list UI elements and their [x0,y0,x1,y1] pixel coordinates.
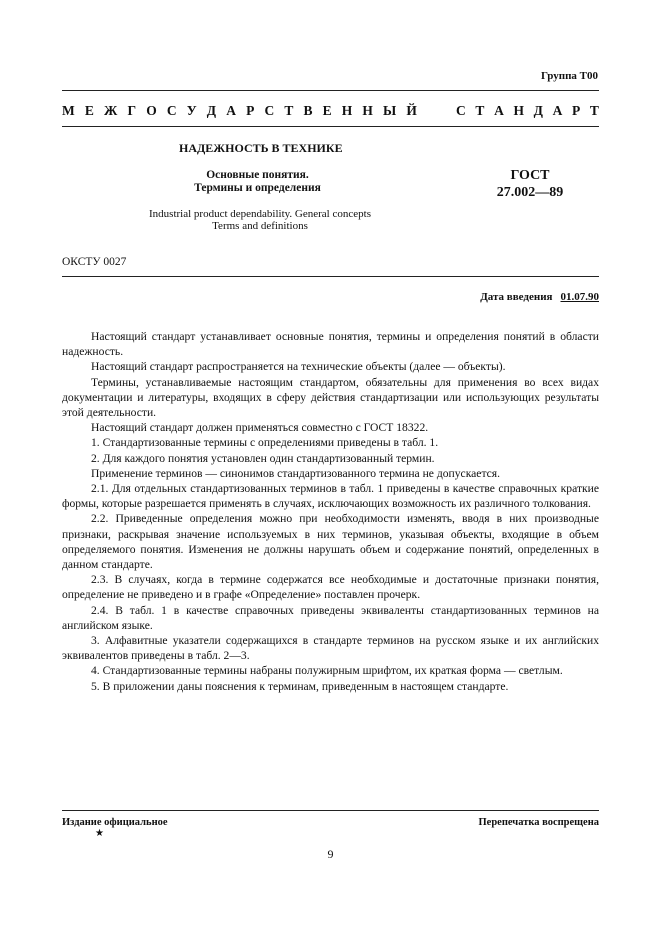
banner-letter: Д [533,103,543,118]
paragraph: 3. Алфавитные указатели содержащихся в стандарте терминов на русском языке и их английских эквивалентов приведены в табл. 2—3. [62,634,599,663]
banner-letter: Ы [383,103,397,118]
banner-letter: Г [127,103,137,118]
okstu-rule [62,276,599,277]
banner-letter: Н [362,103,373,118]
banner-letter: М [62,103,75,118]
english-title-line-2: Terms and definitions [212,220,308,232]
banner-letter: Н [513,103,524,118]
subtitle-line-1: Основные понятия. [206,169,309,181]
banner-letter: С [264,103,275,118]
introduction-date-value: 01.07.90 [560,291,599,303]
okstu-code: ОКСТУ 0027 [62,256,127,268]
banner-interstate [62,103,417,119]
banner-letter: В [303,103,313,118]
official-edition: Издание официальное [62,817,168,828]
banner-bottom-rule [62,126,599,127]
paragraph: 2. Для каждого понятия установлен один стандартизованный термин. [91,451,435,465]
paragraph: 2.4. В табл. 1 в качестве справочных приведены эквиваленты стандартизованных терминов на английском языке. [62,603,599,632]
paragraph: Применение терминов — синонимов стандартизованного термина не допускается. [91,466,501,480]
subtitle-line-2: Термины и определения [194,182,321,194]
reprint-prohibited: Перепечатка воспрещена [478,817,599,828]
banner-letter: Т [284,103,294,118]
paragraph: Настоящий стандарт устанавливает основные понятия, термины и определения понятий в области надежность. [62,330,599,359]
banner-letter: Т [475,103,485,118]
banner-letter: У [186,103,197,118]
banner-letter: Е [322,103,332,118]
paragraph: Термины, устанавливаемые настоящим стандартом, обязательны для применения во всех видах документации и литературы, входящих в сферу действия стандартизации или использующих результаты этой деятельности. [62,375,599,420]
paragraph: 2.3. В случаях, когда в термине содержатся все необходимые и достаточные признаки понятия, определение не приведено и в графе «Определение» поставлен прочерк. [62,573,599,602]
paragraph: 2.1. Для отдельных стандартизованных терминов в табл. 1 приведены в качестве справочных краткие формы, которые разрешается применять в случаях, исключающих возможность их различного толкования. [62,482,599,511]
star-icon: ★ [95,828,104,839]
top-rule [62,90,599,91]
banner-letter: Ж [104,103,118,118]
banner-letter: А [552,103,563,118]
gost-number: 27.002—89 [496,185,564,200]
paragraph: Настоящий стандарт должен применяться совместно с ГОСТ 18322. [91,421,429,435]
paragraph: 1. Стандартизованные термины с определениями приведены в табл. 1. [91,436,439,450]
banner-letter: Е [84,103,94,118]
paragraph: 4. Стандартизованные термины набраны полужирным шрифтом, их краткая форма — светлым. [91,664,563,678]
page-number: 9 [327,847,334,861]
banner-letter: Р [246,103,255,118]
english-title-line-1: Industrial product dependability. General concepts [149,208,371,220]
banner-standard [456,103,599,119]
document-title: НАДЕЖНОСТЬ В ТЕХНИКЕ [179,141,343,155]
group-code: Группа Т00 [540,70,598,82]
introduction-date-label: Дата введения [480,291,553,303]
banner-letter: С [166,103,177,118]
paragraph: 2.2. Приведенные определения можно при необходимости изменять, вводя в них производные признаки, раскрывая значение используемых в них терминов, указывая объекты, входящие в объем определяемого понятия. Изменения не должны нарушать объем и содержание понятий, определенных в данном стандарте. [62,512,599,572]
banner-letter: С [456,103,466,118]
standard-banner [62,101,599,121]
banner-letter: Й [406,103,417,118]
banner-letter: А [494,103,504,118]
banner-letter: Д [206,103,217,118]
body-text [62,329,599,694]
banner-letter: Н [341,103,353,118]
banner-letter: О [146,103,157,118]
paragraph: Настоящий стандарт распространяется на технические объекты (далее — объекты). [91,360,506,374]
banner-letter: Р [572,103,581,118]
banner-letter: А [226,103,236,118]
introduction-date [480,291,599,303]
footer-rule [62,810,599,811]
paragraph: 5. В приложении даны пояснения к терминам, приведенным в настоящем стандарте. [91,679,509,693]
gost-label: ГОСТ [510,168,550,183]
banner-letter: Т [589,103,599,118]
